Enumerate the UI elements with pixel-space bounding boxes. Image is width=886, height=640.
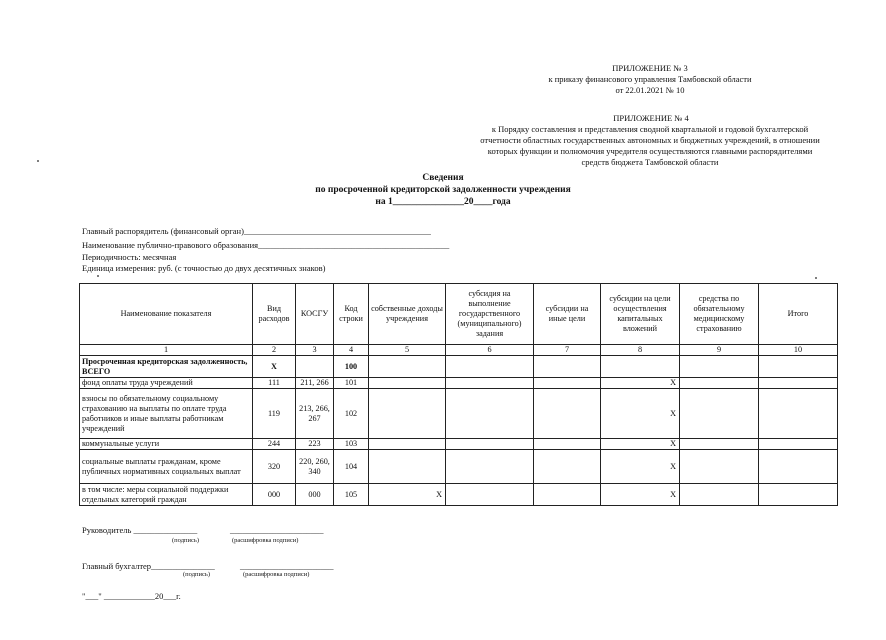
row-c10 [759,389,838,439]
row-c9 [680,450,759,484]
column-number: 7 [534,345,601,356]
row-c8: X [601,439,680,450]
appendix-4-line: которых функции и полномочия учредителя осуществляются главными распорядителями [487,146,813,156]
row-c10 [759,439,838,450]
row-c6 [446,439,534,450]
header-cell: собственные доходы учреждения [369,284,446,345]
heading-subtitle: по просроченной кредиторской задолженности учреждения [315,185,571,195]
row-name: в том числе: меры социальной поддержки отдельных категорий граждан [80,484,253,506]
appendix-3-title: ПРИЛОЖЕНИЕ № 3 [612,63,688,73]
row-c5 [369,389,446,439]
scan-speck [815,277,817,279]
appendix-3-line: от 22.01.2021 № 10 [615,85,685,95]
header-cell: Код строки [334,284,369,345]
appendix-4-line: к Порядку составления и представления сводной квартальной и годовой бухгалтерской [491,124,809,134]
header-cell: субсидии на цели осуществления капитальных вложений [601,284,680,345]
row-c9 [680,378,759,389]
row-c5 [369,439,446,450]
row-vid: 119 [253,389,296,439]
unit-line: Единица измерения: руб. (с точностью до двух десятичных знаков) [82,263,326,273]
row-code: 104 [334,450,369,484]
row-vid: 111 [253,378,296,389]
row-c8: X [601,484,680,506]
row-c7 [534,378,601,389]
row-c6 [446,356,534,378]
column-number: 6 [446,345,534,356]
scan-speck [37,160,39,162]
appendix-3-block [500,63,800,96]
row-vid: X [253,356,296,378]
row-c6 [446,484,534,506]
appendix-4-line: средств бюджета Тамбовской области [581,157,719,167]
table-header-row [80,284,838,345]
row-kosgu: 213, 266, 267 [296,389,334,439]
head-name-line: ______________________ [230,525,324,535]
column-number: 10 [759,345,838,356]
header-cell: Итого [759,284,838,345]
column-number: 8 [601,345,680,356]
column-number: 1 [80,345,253,356]
row-vid: 000 [253,484,296,506]
row-c7 [534,484,601,506]
row-c9 [680,439,759,450]
row-code: 105 [334,484,369,506]
row-c7 [534,450,601,484]
row-name: фонд оплаты труда учреждений [80,378,253,389]
table-row [80,439,838,450]
row-name: социальные выплаты гражданам, кроме публичных нормативных социальных выплат [80,450,253,484]
row-c5 [369,450,446,484]
row-c7 [534,356,601,378]
row-vid: 320 [253,450,296,484]
row-c6 [446,450,534,484]
scan-speck [97,275,99,277]
row-c10 [759,356,838,378]
head-name-caption: (расшифровка подписи) [232,537,299,544]
header-cell: Наименование показателя [80,284,253,345]
head-signature-line: Руководитель _______________ [82,525,198,535]
row-code: 100 [334,356,369,378]
row-c5 [369,356,446,378]
heading-date: на 1_______________20____года [375,197,511,207]
row-name: Просроченная кредиторская задолженность, ВСЕГО [80,356,253,378]
row-c10 [759,378,838,389]
table-row [80,389,838,439]
column-number: 4 [334,345,369,356]
appendix-4-title: ПРИЛОЖЕНИЕ № 4 [613,113,689,123]
row-c9 [680,389,759,439]
column-number: 9 [680,345,759,356]
row-kosgu [296,356,334,378]
accountant-name-caption: (расшифровка подписи) [243,571,310,578]
row-kosgu: 000 [296,484,334,506]
row-c10 [759,450,838,484]
row-c8: X [601,378,680,389]
table-row [80,378,838,389]
table-row [80,450,838,484]
row-c9 [680,356,759,378]
row-c8: X [601,450,680,484]
main-manager-line: Главный распорядитель (финансовый орган)____________________________________________ [82,226,431,236]
column-number: 2 [253,345,296,356]
row-c8: X [601,389,680,439]
appendix-4-line: отчетности областных государственных автономных и бюджетных учреждений, в отношении [480,135,820,145]
column-number: 3 [296,345,334,356]
document-heading [0,172,886,208]
heading-title: Сведения [422,173,464,183]
row-kosgu: 220, 260, 340 [296,450,334,484]
row-code: 103 [334,439,369,450]
row-vid: 244 [253,439,296,450]
row-c6 [446,389,534,439]
table-row [80,356,838,378]
row-code: 101 [334,378,369,389]
row-c10 [759,484,838,506]
row-c9 [680,484,759,506]
row-name: взносы по обязательному социальному страхованию на выплаты по оплате труда работников и иные выплаты работникам учреждений [80,389,253,439]
periodicity-line: Периодичность: месячная [82,252,177,262]
header-cell: Вид расходов [253,284,296,345]
table-number-row [80,345,838,356]
accountant-name-line: ______________________ [240,561,334,571]
row-kosgu: 211, 266 [296,378,334,389]
public-entity-line: Наименование публично-правового образования_____________________________________________ [82,240,450,250]
head-signature-caption: (подпись) [172,537,199,544]
row-c5 [369,378,446,389]
row-name: коммунальные услуги [80,439,253,450]
arrears-table [79,283,838,506]
table-row [80,484,838,506]
header-cell: субсидии на иные цели [534,284,601,345]
column-number: 5 [369,345,446,356]
row-c7 [534,439,601,450]
row-c5: X [369,484,446,506]
header-cell: КОСГУ [296,284,334,345]
accountant-signature-line: Главный бухгалтер_______________ [82,561,215,571]
row-c7 [534,389,601,439]
row-code: 102 [334,389,369,439]
header-cell: субсидия на выполнение государственного (муниципального) задания [446,284,534,345]
date-line: "___" ____________20___г. [82,591,181,601]
row-c6 [446,378,534,389]
accountant-signature-caption: (подпись) [183,571,210,578]
row-c8 [601,356,680,378]
row-kosgu: 223 [296,439,334,450]
appendix-3-line: к приказу финансового управления Тамбовской области [548,74,752,84]
header-cell: средства по обязательному медицинскому страхованию [680,284,759,345]
appendix-4-block [440,113,860,168]
